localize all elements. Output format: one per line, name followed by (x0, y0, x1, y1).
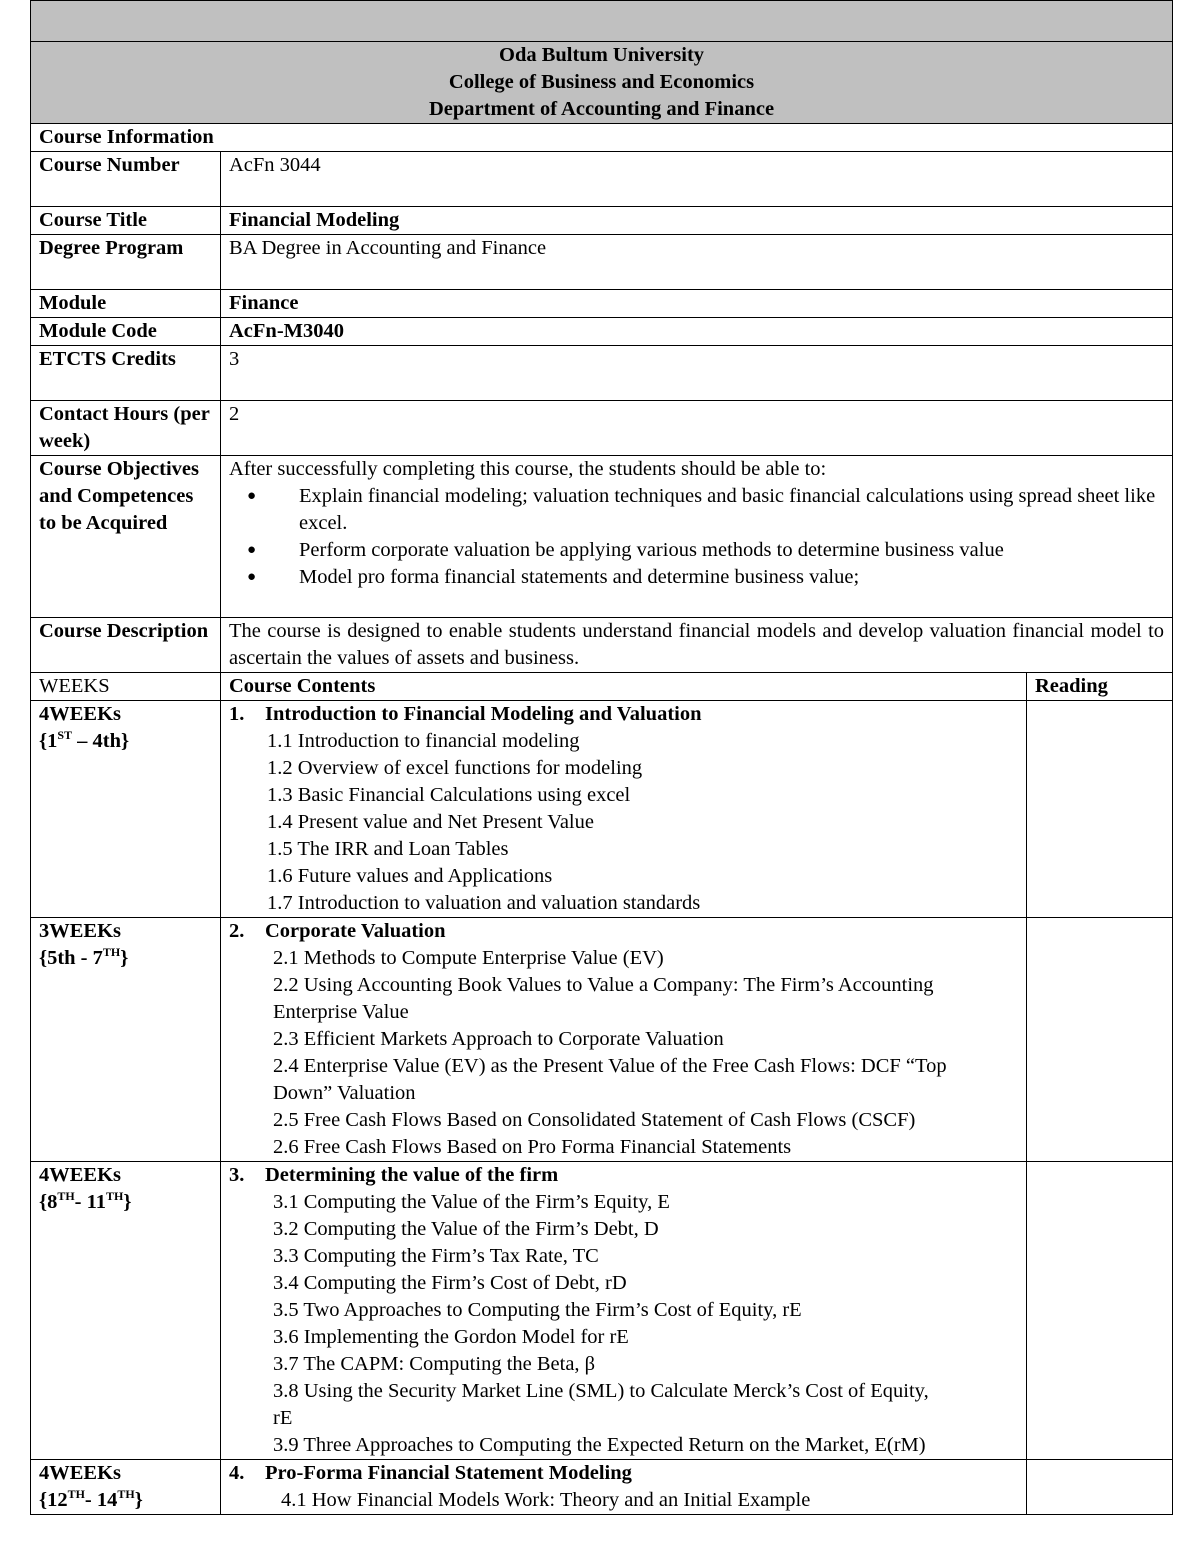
info-row-degree-program: Degree Program BA Degree in Accounting and Finance (31, 235, 1173, 290)
info-row-contact-hours: Contact Hours (per week) 2 (31, 401, 1173, 456)
subtopic: 2.2 Using Accounting Book Values to Value a Company: The Firm’s Accounting Enterprise Value (273, 974, 934, 1023)
description-text: The course is designed to enable students understand financial models and develop valuation financial model to ascertain the values of assets and business. (221, 618, 1173, 673)
unit-title: 3. Determining the value of the firm (229, 1164, 559, 1186)
schedule-header-row (31, 673, 1173, 701)
unit-weeks: 3WEEKs (39, 920, 122, 942)
subtopic: 1.5 The IRR and Loan Tables (267, 838, 509, 860)
weeks-header: WEEKS (31, 673, 221, 701)
unit-row (31, 918, 1173, 1162)
objective-item: ● Model pro forma financial statements and determine business value; (237, 564, 1164, 591)
objective-item: ● Perform corporate valuation be applying various methods to determine business value (237, 537, 1164, 564)
subtopic: 3.9 Three Approaches to Computing the Expected Return on the Market, E(rM) (273, 1434, 926, 1456)
description-row (31, 618, 1173, 673)
subtopic: 3.1 Computing the Value of the Firm’s Equity, E (273, 1191, 670, 1213)
subtopic: 3.7 The CAPM: Computing the Beta, β (273, 1353, 596, 1375)
course-info-section (31, 124, 1173, 152)
unit-reading (1027, 918, 1173, 1162)
subtopic: 1.4 Present value and Net Present Value (267, 811, 594, 833)
department-name: Department of Accounting and Finance (428, 98, 775, 120)
unit-weeks: 4WEEKs (39, 703, 122, 725)
unit-title: 1. Introduction to Financial Modeling and Valuation (229, 703, 702, 725)
unit-row (31, 701, 1173, 918)
unit-title: 2. Corporate Valuation (229, 920, 446, 942)
reading-header: Reading (1027, 673, 1173, 701)
subtopic: 2.1 Methods to Compute Enterprise Value (EV) (273, 947, 664, 969)
unit-title: 4. Pro-Forma Financial Statement Modeling (229, 1462, 632, 1484)
unit-reading (1027, 1162, 1173, 1460)
info-row-module: Module Finance (31, 290, 1173, 318)
subtopic: 3.5 Two Approaches to Computing the Firm’s Cost of Equity, rE (273, 1299, 802, 1321)
subtopic: 2.6 Free Cash Flows Based on Pro Forma Financial Statements (273, 1136, 792, 1158)
objectives-row (31, 456, 1173, 618)
unit-weeks: 4WEEKs (39, 1462, 122, 1484)
objectives-list (229, 483, 1164, 591)
subtopic: 3.3 Computing the Firm’s Tax Rate, TC (273, 1245, 599, 1267)
objectives-label: Course Objectives and Competences to be Acquired (31, 456, 221, 618)
info-row-credits: ETCTS Credits 3 (31, 346, 1173, 401)
subtopic: 3.6 Implementing the Gordon Model for rE (273, 1326, 629, 1348)
subtopic: 1.7 Introduction to valuation and valuation standards (267, 892, 701, 914)
subtopic: 3.2 Computing the Value of the Firm’s Debt, D (273, 1218, 659, 1240)
unit-row (31, 1162, 1173, 1460)
section-title: Course Information (31, 124, 1173, 152)
subtopic: 1.6 Future values and Applications (267, 865, 553, 887)
institution-header (31, 42, 1173, 124)
contents-header: Course Contents (221, 673, 1027, 701)
description-label: Course Description (31, 618, 221, 673)
syllabus-table (30, 0, 1173, 1515)
subtopic: 2.5 Free Cash Flows Based on Consolidated Statement of Cash Flows (CSCF) (273, 1109, 916, 1131)
subtopic: 3.4 Computing the Firm’s Cost of Debt, rD (273, 1272, 627, 1294)
header-blank-row (31, 1, 1173, 42)
subtopic: 2.3 Efficient Markets Approach to Corporate Valuation (273, 1028, 724, 1050)
subtopic: 4.1 How Financial Models Work: Theory and an Initial Example (281, 1489, 811, 1511)
subtopic: 1.1 Introduction to financial modeling (267, 730, 580, 752)
subtopic: 1.2 Overview of excel functions for modeling (267, 757, 643, 779)
unit-reading (1027, 701, 1173, 918)
subtopic: 3.8 Using the Security Market Line (SML) to Calculate Merck’s Cost of Equity, rE (273, 1380, 929, 1429)
info-row-module-code: Module Code AcFn-M3040 (31, 318, 1173, 346)
unit-row (31, 1460, 1173, 1515)
unit-reading (1027, 1460, 1173, 1515)
unit-range: {1ST – 4th} (39, 728, 130, 752)
unit-range: {12TH- 14TH} (39, 1487, 143, 1511)
college-name: College of Business and Economics (448, 71, 755, 93)
unit-weeks: 4WEEKs (39, 1164, 122, 1186)
subtopic: 1.3 Basic Financial Calculations using excel (267, 784, 631, 806)
unit-range: {8TH- 11TH} (39, 1189, 132, 1213)
info-row-course-number: Course Number AcFn 3044 (31, 152, 1173, 207)
objective-item: ● Explain financial modeling; valuation techniques and basic financial calculations using spread sheet like excel. (237, 483, 1164, 537)
unit-range: {5th - 7TH} (39, 945, 129, 969)
info-row-course-title: Course Title Financial Modeling (31, 207, 1173, 235)
university-name: Oda Bultum University (499, 44, 705, 66)
objectives-intro: After successfully completing this course, the students should be able to: (229, 458, 827, 480)
subtopic: 2.4 Enterprise Value (EV) as the Present Value of the Free Cash Flows: DCF “Top Down” Valuation (273, 1055, 947, 1104)
